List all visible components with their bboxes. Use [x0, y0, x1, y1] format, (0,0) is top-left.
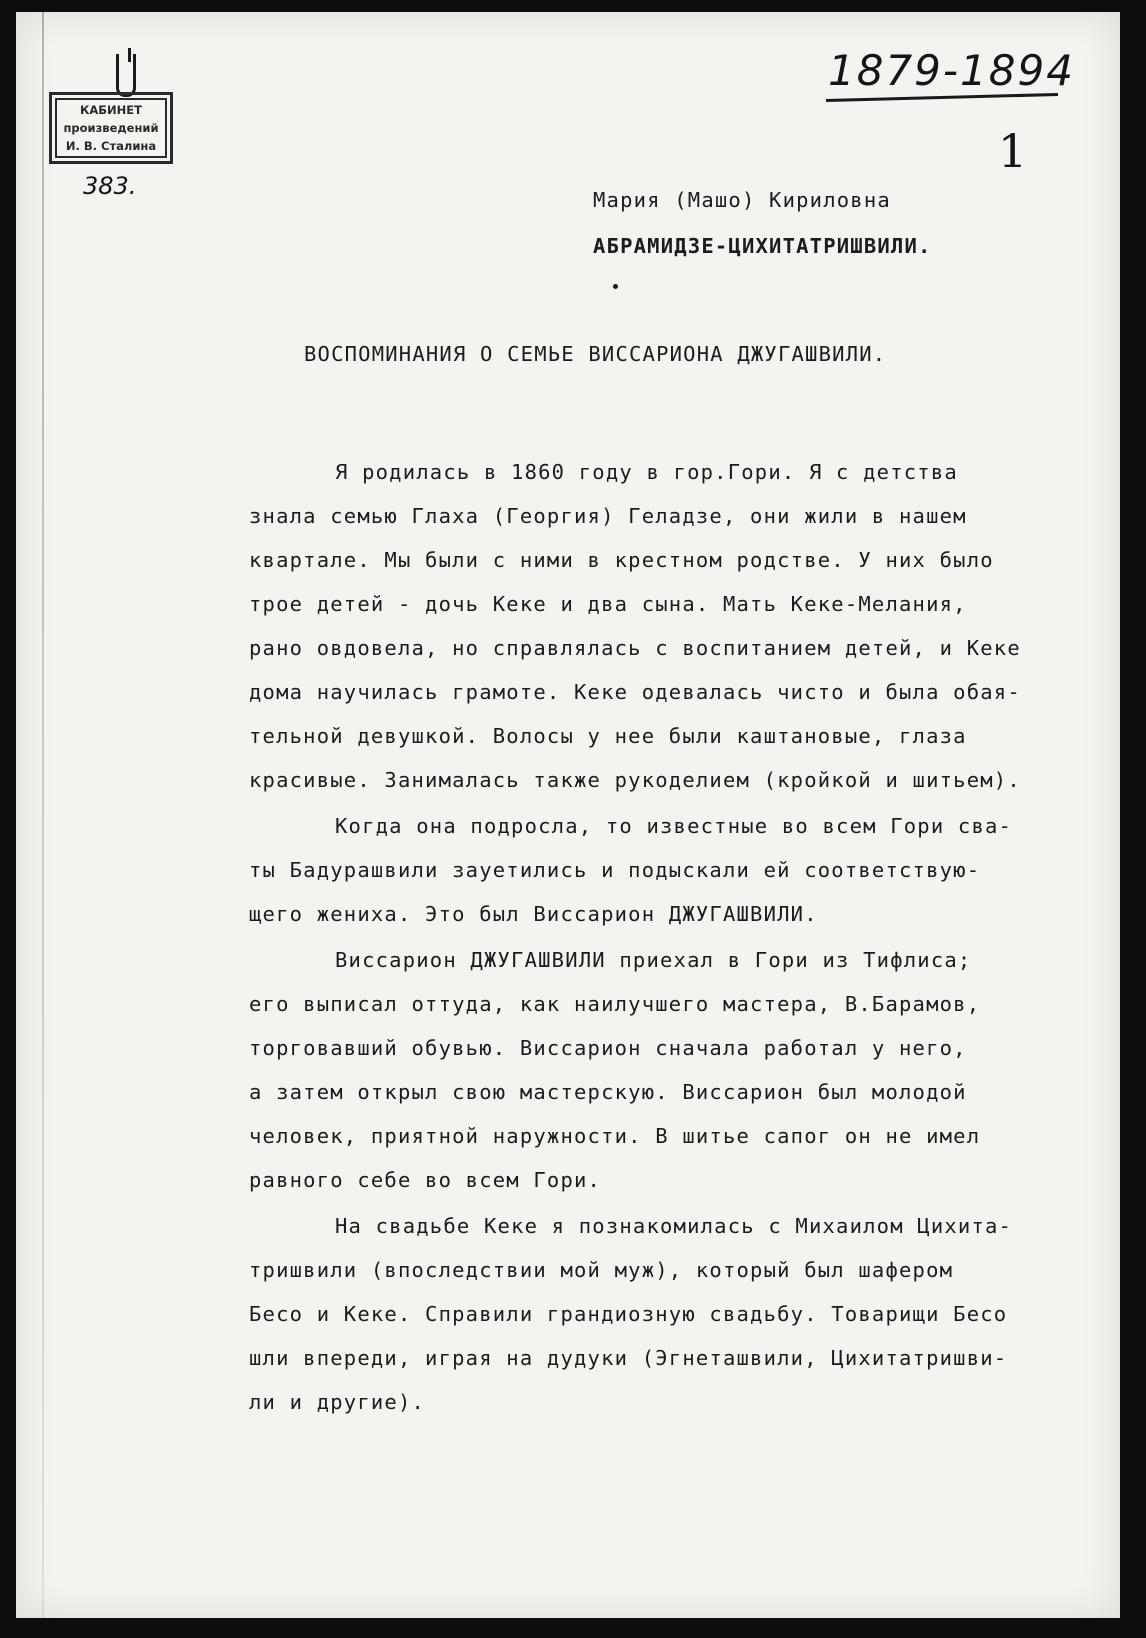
body-line: рано овдовела, но справлялась с воспитанием детей, и Кеке	[249, 636, 1021, 660]
body-line: человек, приятной наружности. В шитье сапог он не имел	[249, 1124, 981, 1148]
body-line: тришвили (впоследствии мой муж), который был шафером	[249, 1258, 954, 1282]
typed-dot	[613, 284, 618, 289]
body-line: ли и другие).	[249, 1390, 426, 1414]
handwritten-page-number: 1	[998, 124, 1028, 178]
archive-stamp	[49, 92, 173, 164]
body-line: Бесо и Кеке. Справили грандиозную свадьбу. Товарищи Бесо	[249, 1302, 1008, 1326]
body-line: Когда она подросла, то известные во всем Гори сва-	[335, 814, 1013, 838]
author-surname-line: АБРАМИДЗЕ-ЦИХИТАТРИШВИЛИ.	[593, 234, 932, 258]
document-page	[16, 12, 1120, 1618]
body-line: трое детей - дочь Кеке и два сына. Мать Кеке-Мелания,	[249, 592, 967, 616]
stamp-line-1: КАБИНЕТ	[79, 103, 142, 117]
body-line: равного себе во всем Гори.	[249, 1168, 602, 1192]
body-line: тельной девушкой. Волосы у нее были каштановые, глаза	[249, 724, 967, 748]
body-line: На свадьбе Кеке я познакомилась с Михаилом Цихита-	[335, 1214, 1013, 1238]
author-name-line: Мария (Машо) Кириловна	[593, 188, 891, 212]
archive-number: 383.	[83, 172, 137, 200]
body-line: шли впереди, играя на дудуки (Эгнеташвили, Цихитатришви-	[249, 1346, 1008, 1370]
body-line: квартале. Мы были с ними в крестном родстве. У них было	[249, 548, 994, 572]
body-line: а затем открыл свою мастерскую. Виссарион был молодой	[249, 1080, 967, 1104]
body-line: щего жениха. Это был Виссарион ДЖУГАШВИЛИ.	[249, 902, 818, 926]
body-line: дома научилась грамоте. Кеке одевалась чисто и была обая-	[249, 680, 1021, 704]
stamp-line-3: И. В. Сталина	[65, 139, 157, 153]
body-line: его выписал оттуда, как наилучшего мастера, В.Барамов,	[249, 992, 981, 1016]
document-title: ВОСПОМИНАНИЯ О СЕМЬЕ ВИССАРИОНА ДЖУГАШВИЛИ.	[304, 342, 887, 366]
body-line: Виссарион ДЖУГАШВИЛИ приехал в Гори из Тифлиса;	[335, 948, 972, 972]
body-line: красивые. Занималась также рукоделием (кройкой и шитьем).	[249, 768, 1021, 792]
stamp-line-2: произведений	[63, 121, 159, 135]
body-line: ты Бадурашвили зауетились и подыскали ей соответствую-	[249, 858, 981, 882]
body-line: торговавший обувью. Виссарион сначала работал у него,	[249, 1036, 967, 1060]
paper-clip-hook-icon	[116, 54, 136, 97]
handwritten-date-range: 1879-1894	[828, 46, 1075, 95]
body-line: знала семью Глаха (Георгия) Геладзе, они жили в нашем	[249, 504, 967, 528]
body-line: Я родилась в 1860 году в гор.Гори. Я с детства	[335, 460, 958, 484]
